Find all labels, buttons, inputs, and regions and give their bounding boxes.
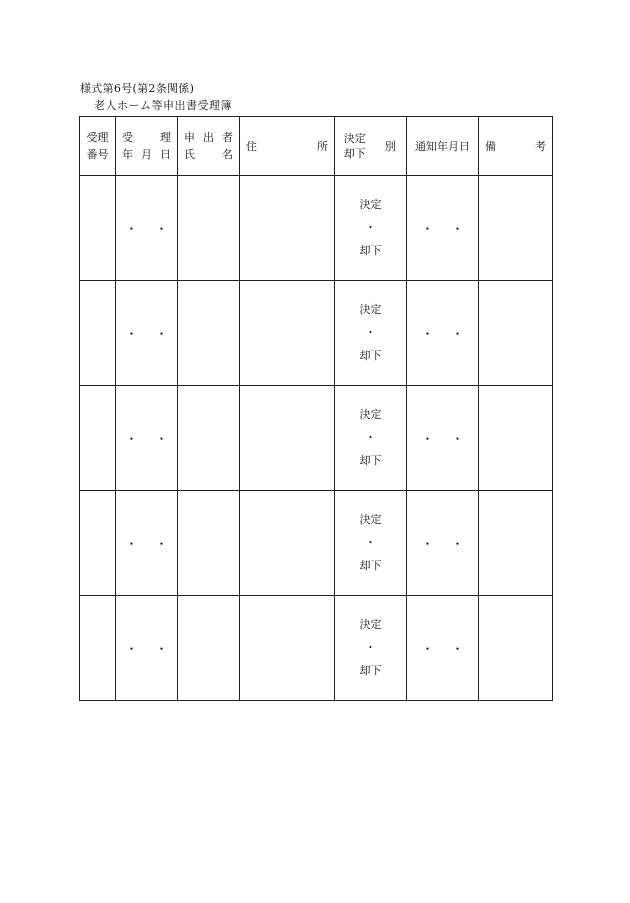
receipt-number-cell[interactable] — [80, 386, 116, 491]
form-title: 老人ホーム等申出書受理簿 — [94, 99, 232, 112]
header-remarks-left: 備 — [485, 140, 496, 153]
date-dot: ・ — [451, 221, 464, 236]
header-address — [240, 117, 335, 176]
header-applicant-2: 出 — [203, 131, 214, 144]
header-year: 年 — [122, 148, 133, 161]
decision-option-reject: 却下 — [359, 244, 382, 257]
date-dot: ・ — [125, 536, 138, 551]
header-notification-date — [407, 117, 479, 176]
header-receipt-date-top-right: 理 — [160, 131, 171, 144]
header-remarks-right: 考 — [535, 140, 546, 153]
date-dot: ・ — [451, 326, 464, 341]
header-row — [80, 117, 553, 176]
applicant-name-cell[interactable] — [178, 386, 240, 491]
decision-option-approve: 決定 — [359, 618, 382, 631]
date-dot: ・ — [451, 536, 464, 551]
decision-cell[interactable] — [335, 281, 407, 386]
receipt-date-cell[interactable] — [116, 596, 178, 701]
header-applicant-3: 者 — [222, 131, 233, 144]
notification-date-cell[interactable] — [407, 386, 479, 491]
header-name-right: 名 — [222, 148, 233, 161]
date-dot: ・ — [451, 641, 464, 656]
date-dot: ・ — [421, 431, 434, 446]
receipt-ledger-table — [79, 116, 553, 701]
receipt-number-cell[interactable] — [80, 176, 116, 281]
header-remarks — [479, 117, 553, 176]
header-receipt-number-line2: 番号 — [86, 148, 109, 161]
decision-option-approve: 決定 — [359, 198, 382, 211]
decision-separator: ・ — [365, 326, 376, 339]
header-address-left: 住 — [246, 140, 257, 153]
decision-option-approve: 決定 — [359, 513, 382, 526]
decision-separator: ・ — [365, 221, 376, 234]
receipt-date-cell[interactable] — [116, 491, 178, 596]
address-cell[interactable] — [240, 281, 335, 386]
decision-option-approve: 決定 — [359, 408, 382, 421]
header-distinction — [375, 117, 407, 176]
receipt-date-cell[interactable] — [116, 386, 178, 491]
date-dot: ・ — [125, 431, 138, 446]
receipt-date-cell[interactable] — [116, 281, 178, 386]
receipt-number-cell[interactable] — [80, 491, 116, 596]
date-dot: ・ — [155, 221, 168, 236]
decision-separator: ・ — [365, 641, 376, 654]
receipt-date-cell[interactable] — [116, 176, 178, 281]
decision-cell[interactable] — [335, 176, 407, 281]
notification-date-cell[interactable] — [407, 596, 479, 701]
table-row — [80, 491, 553, 596]
date-dot: ・ — [125, 641, 138, 656]
decision-cell[interactable] — [335, 596, 407, 701]
decision-separator: ・ — [365, 431, 376, 444]
header-receipt-number-line1: 受理 — [86, 131, 109, 144]
address-cell[interactable] — [240, 596, 335, 701]
applicant-name-cell[interactable] — [178, 596, 240, 701]
table-row — [80, 386, 553, 491]
date-dot: ・ — [451, 431, 464, 446]
header-receipt-date — [116, 117, 178, 176]
date-dot: ・ — [155, 431, 168, 446]
header-day: 日 — [160, 148, 171, 161]
header-applicant-name — [178, 117, 240, 176]
header-name-left: 氏 — [184, 148, 195, 161]
applicant-name-cell[interactable] — [178, 491, 240, 596]
decision-option-reject: 却下 — [359, 349, 382, 362]
header-receipt-number — [80, 117, 116, 176]
date-dot: ・ — [421, 641, 434, 656]
date-dot: ・ — [125, 326, 138, 341]
header-decision-top: 決定 — [343, 132, 366, 145]
date-dot: ・ — [155, 641, 168, 656]
date-dot: ・ — [421, 221, 434, 236]
decision-option-reject: 却下 — [359, 664, 382, 677]
notification-date-cell[interactable] — [407, 491, 479, 596]
decision-option-reject: 却下 — [359, 454, 382, 467]
remarks-cell[interactable] — [479, 386, 553, 491]
date-dot: ・ — [421, 536, 434, 551]
table-row — [80, 596, 553, 701]
table-row — [80, 281, 553, 386]
decision-cell[interactable] — [335, 386, 407, 491]
header-receipt-date-top-left: 受 — [122, 131, 133, 144]
remarks-cell[interactable] — [479, 491, 553, 596]
header-decision-bottom: 却下 — [343, 147, 366, 160]
header-month: 月 — [141, 148, 152, 161]
header-address-right: 所 — [317, 140, 328, 153]
date-dot: ・ — [421, 326, 434, 341]
receipt-number-cell[interactable] — [80, 596, 116, 701]
remarks-cell[interactable] — [479, 176, 553, 281]
date-dot: ・ — [125, 221, 138, 236]
remarks-cell[interactable] — [479, 281, 553, 386]
remarks-cell[interactable] — [479, 596, 553, 701]
address-cell[interactable] — [240, 176, 335, 281]
header-applicant-1: 申 — [184, 131, 195, 144]
decision-option-reject: 却下 — [359, 559, 382, 572]
decision-separator: ・ — [365, 536, 376, 549]
notification-date-cell[interactable] — [407, 176, 479, 281]
form-number: 様式第6号(第2条関係) — [80, 82, 195, 95]
applicant-name-cell[interactable] — [178, 281, 240, 386]
address-cell[interactable] — [240, 491, 335, 596]
receipt-number-cell[interactable] — [80, 281, 116, 386]
header-decision — [335, 117, 375, 176]
table-row — [80, 176, 553, 281]
header-distinction-label: 別 — [384, 140, 396, 153]
address-cell[interactable] — [240, 386, 335, 491]
date-dot: ・ — [155, 326, 168, 341]
notification-date-cell[interactable] — [407, 281, 479, 386]
header-notification-date-label: 通知年月日 — [415, 140, 470, 153]
decision-option-approve: 決定 — [359, 303, 382, 316]
applicant-name-cell[interactable] — [178, 176, 240, 281]
date-dot: ・ — [155, 536, 168, 551]
decision-cell[interactable] — [335, 491, 407, 596]
